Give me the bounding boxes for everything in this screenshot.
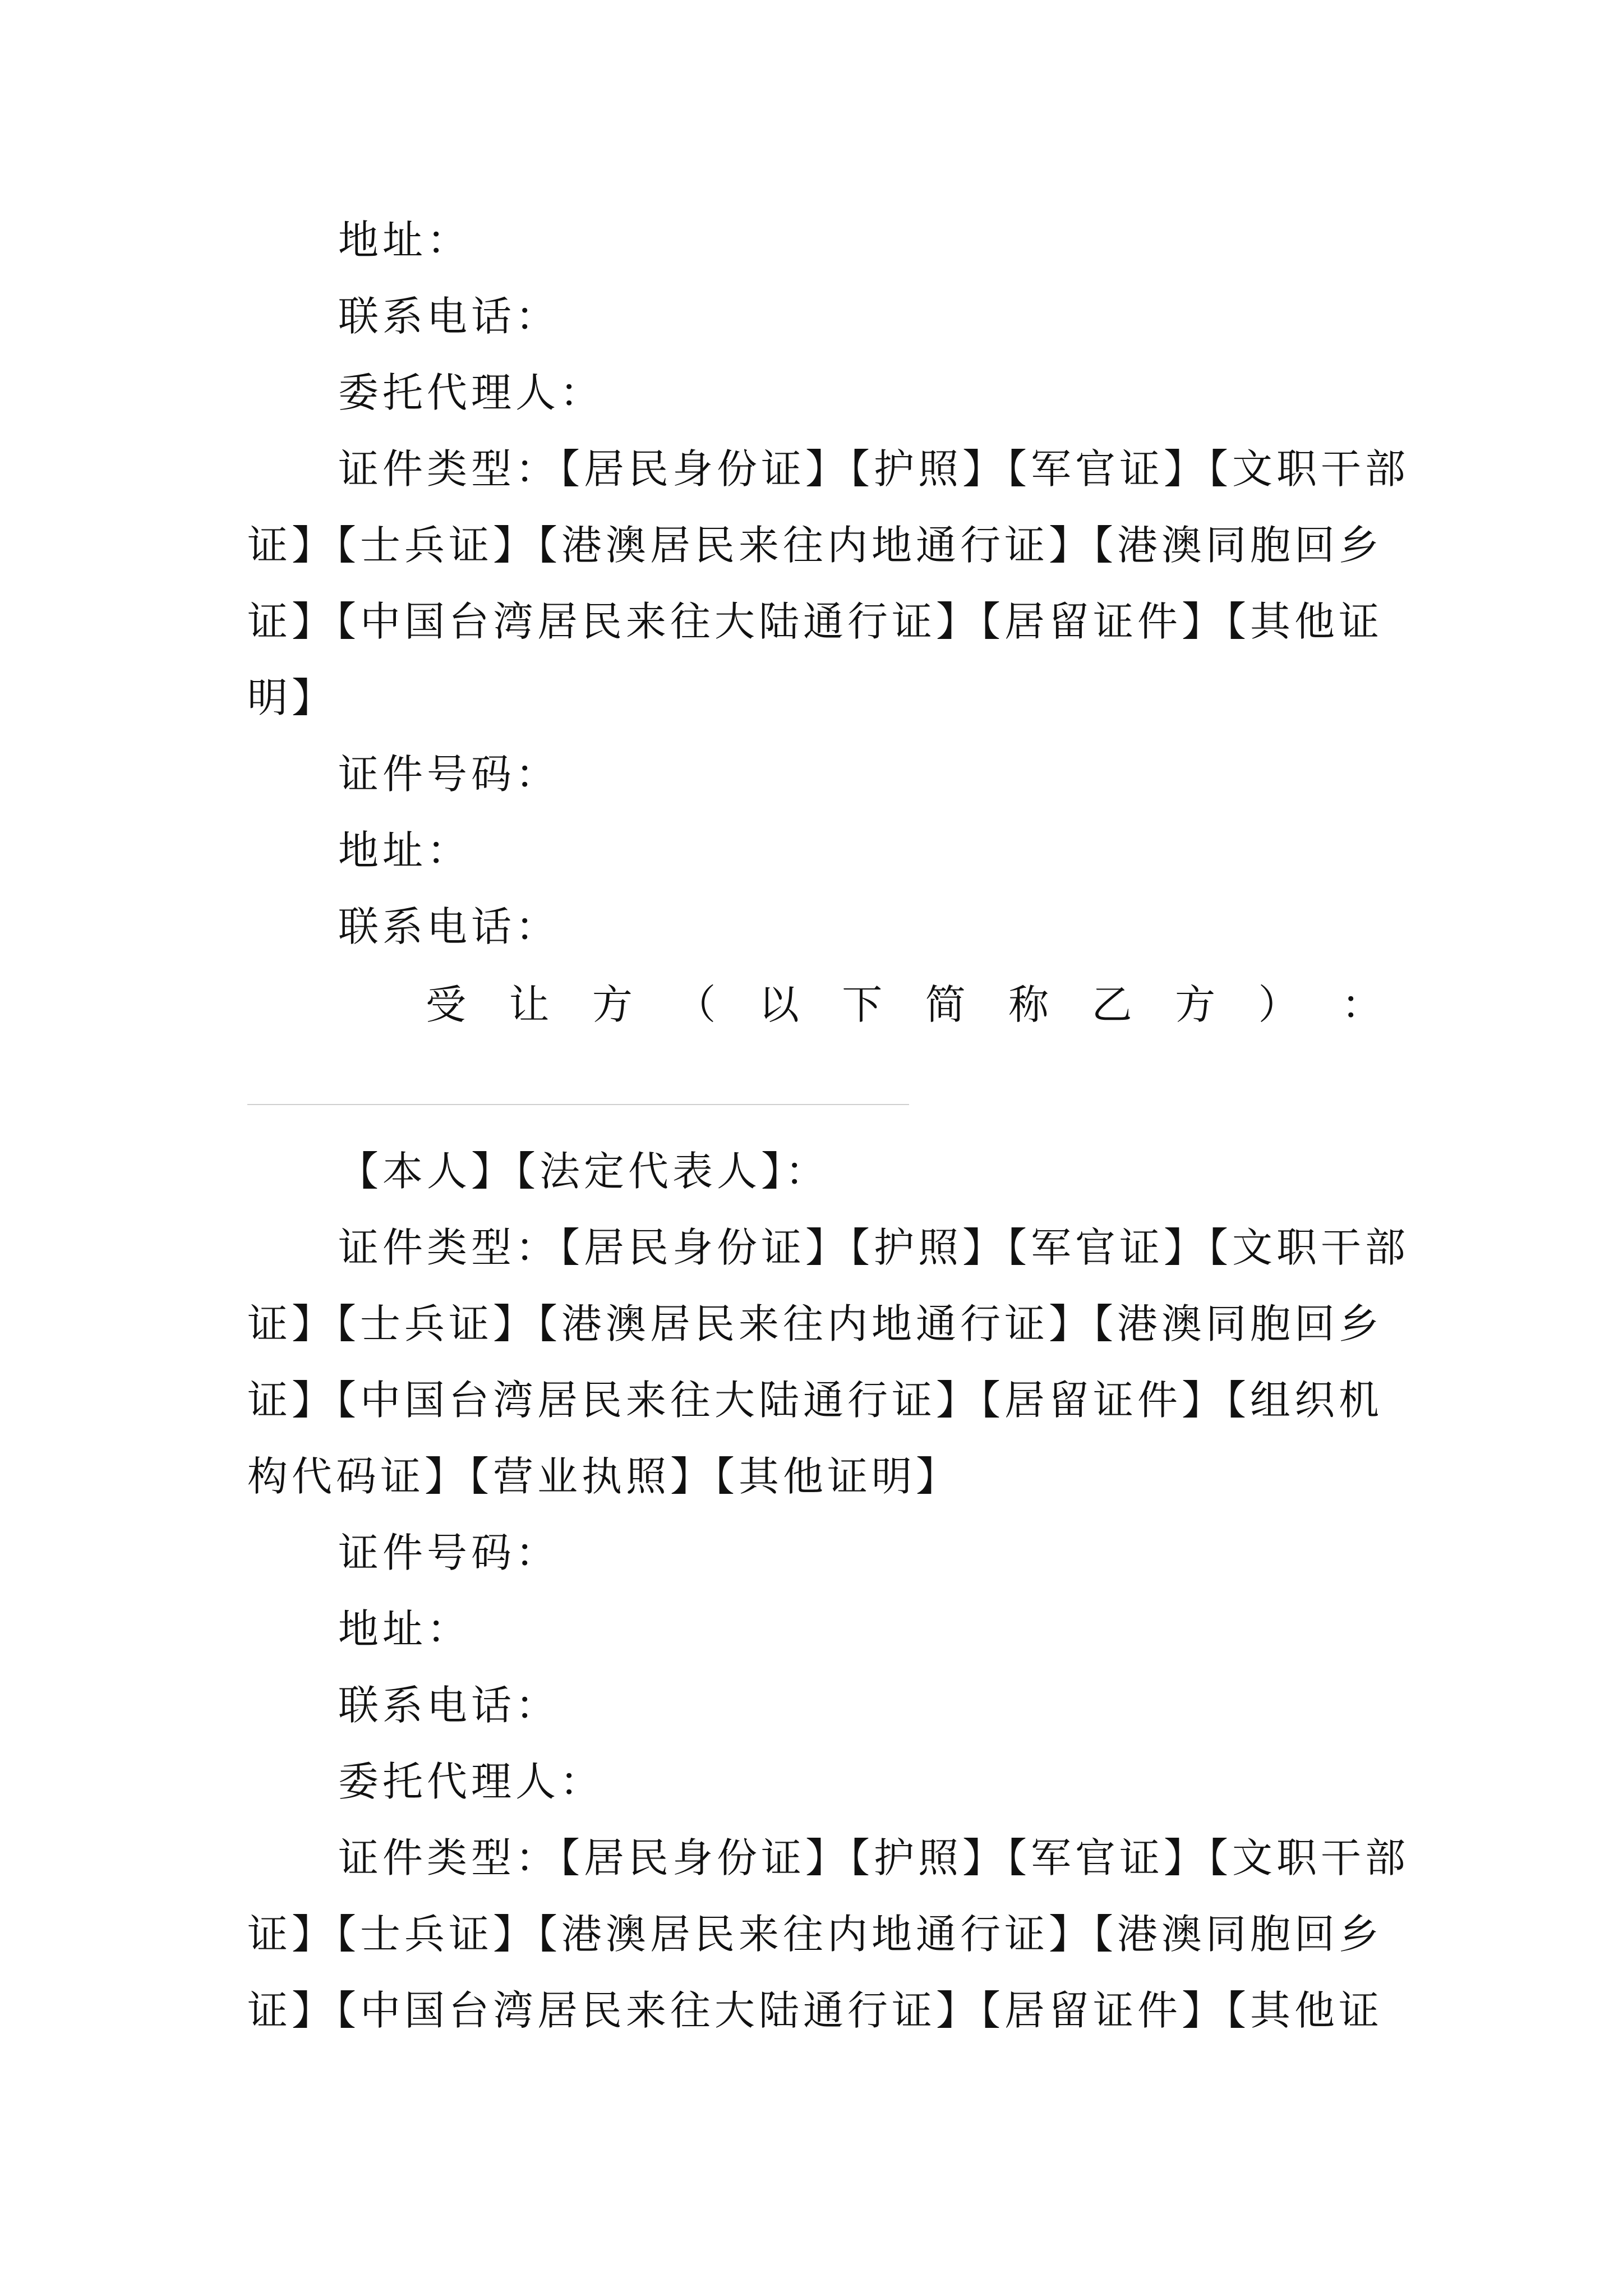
id-type-line: 证件类型：【居民身份证】【护照】【军官证】【文职干部 xyxy=(338,1224,1410,1271)
id-type-line: 证】【士兵证】【港澳居民来往内地通行证】【港澳同胞回乡 xyxy=(247,522,1384,569)
address-label: 地址： xyxy=(338,1605,472,1653)
agent-label: 委托代理人： xyxy=(338,369,605,416)
heading-char: （ xyxy=(675,981,720,1028)
id-type-line: 证】【中国台湾居民来往大陆通行证】【居留证件】【其他证 xyxy=(247,598,1384,645)
page-divider xyxy=(247,1104,909,1105)
heading-char: 乙 xyxy=(1091,981,1136,1028)
id-type-line: 明】 xyxy=(247,674,336,721)
heading-char: 称 xyxy=(1008,981,1053,1028)
phone-label: 联系电话： xyxy=(338,293,560,340)
id-type-line: 证】【士兵证】【港澳居民来往内地通行证】【港澳同胞回乡 xyxy=(247,1300,1384,1347)
party-b-block xyxy=(247,1133,1410,2049)
id-type-line: 证】【中国台湾居民来往大陆通行证】【居留证件】【组织机 xyxy=(247,1377,1384,1424)
agent-label: 委托代理人： xyxy=(338,1758,605,1805)
heading-char: 下 xyxy=(842,981,887,1028)
address-label: 地址： xyxy=(338,827,472,874)
id-number-label: 证件号码： xyxy=(338,1529,560,1576)
principal-label: 【本人】【法定代表人】： xyxy=(338,1148,830,1195)
party-a-agent-block xyxy=(247,202,1410,965)
transferee-heading-chars xyxy=(247,967,1386,1043)
transferee-heading xyxy=(247,967,1386,1043)
address-label: 地址： xyxy=(338,217,472,264)
heading-char: 让 xyxy=(509,981,554,1028)
id-type-line: 证件类型：【居民身份证】【护照】【军官证】【文职干部 xyxy=(338,445,1410,493)
heading-char: ： xyxy=(1341,981,1386,1028)
heading-char: 受 xyxy=(426,981,471,1028)
heading-char: 方 xyxy=(1175,981,1220,1028)
agent-id-type-line: 证件类型：【居民身份证】【护照】【军官证】【文职干部 xyxy=(338,1834,1410,1881)
heading-char: ） xyxy=(1258,981,1303,1028)
agent-id-type-line: 证】【士兵证】【港澳居民来往内地通行证】【港澳同胞回乡 xyxy=(247,1911,1384,1958)
phone-label: 联系电话： xyxy=(338,903,560,950)
id-type-line: 构代码证】【营业执照】【其他证明】 xyxy=(247,1453,961,1500)
heading-char: 以 xyxy=(758,981,803,1028)
heading-char: 简 xyxy=(925,981,970,1028)
phone-label: 联系电话： xyxy=(338,1682,560,1729)
heading-char: 方 xyxy=(592,981,637,1028)
id-number-label: 证件号码： xyxy=(338,751,560,798)
agent-id-type-line: 证】【中国台湾居民来往大陆通行证】【居留证件】【其他证 xyxy=(247,1987,1384,2034)
